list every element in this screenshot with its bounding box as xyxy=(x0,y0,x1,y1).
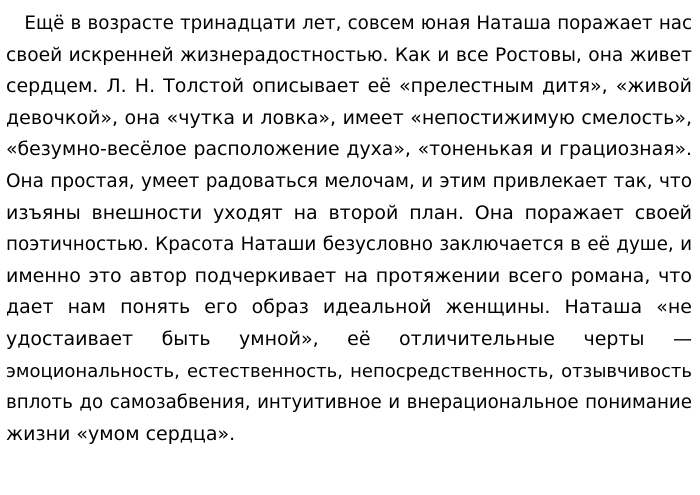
text-line: дает нам понять его образ идеальной женщины. Наташа «не xyxy=(6,296,692,319)
text-line: вплоть до самозабвения, интуитивное и внерациональное понимание xyxy=(6,392,692,414)
text-line: изъяны внешности уходят на второй план. Она поражает своей xyxy=(6,201,692,224)
text-line: девочкой», она «чутка и ловка», имеет «непостижимую смелость», xyxy=(6,106,692,129)
text-line: Она простая, умеет радоваться мелочам, и этим привлекает так, что xyxy=(6,170,692,192)
text-line: «безумно-весёлое расположение духа», «тоненькая и грациозная». xyxy=(6,138,692,161)
text-line: удостаивает быть умной», её отличительные черты — xyxy=(6,327,692,350)
text-line: поэтичностью. Красота Наташи безусловно заключается в её душе, и xyxy=(6,234,692,256)
text-line: сердцем. Л. Н. Толстой описывает её «прелестным дитя», «живой xyxy=(6,75,692,98)
text-line: своей искренней жизнерадостностью. Как и все Ростовы, она живет xyxy=(6,44,692,66)
text-line: Ещё в возрасте тринадцати лет, совсем юная Наташа поражает нас xyxy=(6,13,692,34)
text-line: жизни «умом сердца». xyxy=(6,422,236,445)
text-line: эмоциональность, естественность, непосредственность, отзывчивость xyxy=(6,360,692,382)
text-line: именно это автор подчеркивает на протяжении всего романа, что xyxy=(6,264,692,287)
essay-text xyxy=(6,8,692,450)
